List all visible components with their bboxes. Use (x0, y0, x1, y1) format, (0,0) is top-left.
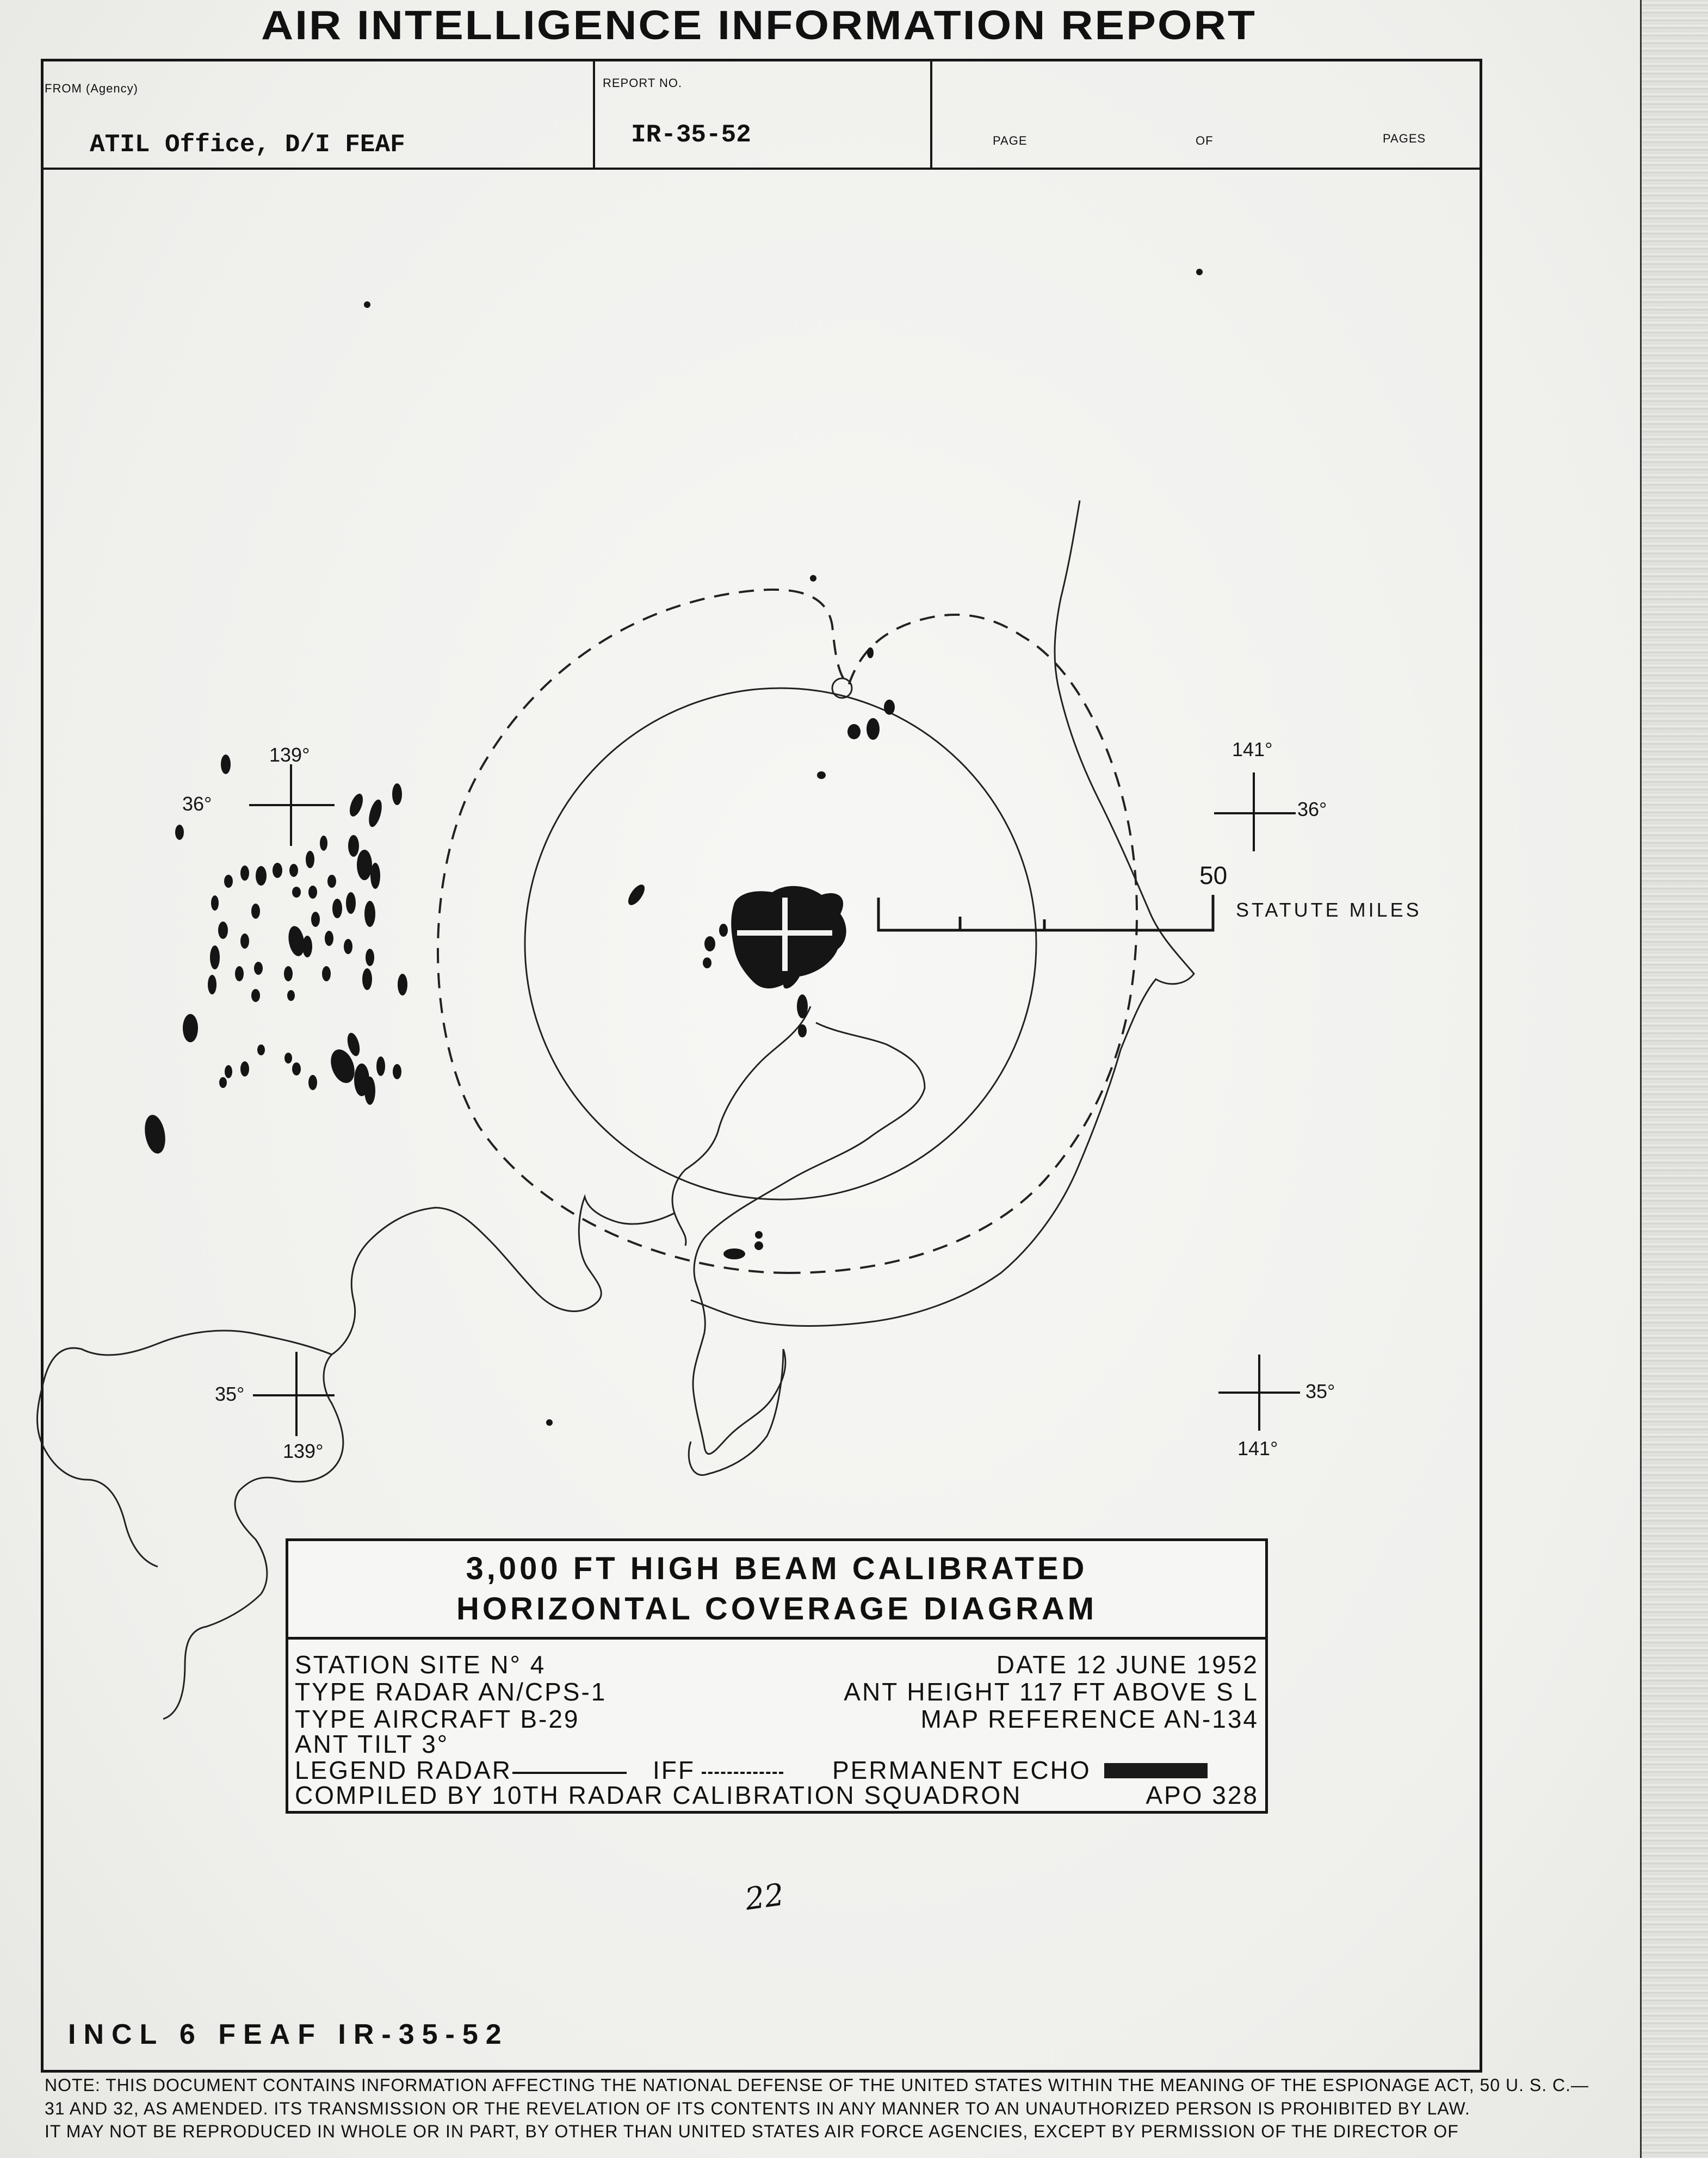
scale-bar (878, 895, 1213, 930)
footer-note-line1: NOTE: THIS DOCUMENT CONTAINS INFORMATION AFFECTING THE NATIONAL DEFENSE OF THE UNITED STATES WITHIN THE MEANING OF THE ESPIONAGE ACT, 50 U. S. C.— (45, 2075, 1589, 2095)
legend-iff-label: IFF (653, 1756, 695, 1784)
station-site: STATION SITE N° 4 (295, 1650, 546, 1679)
footer-note-line2: 31 AND 32, AS AMENDED. ITS TRANSMISSION OR THE REVELATION OF ITS CONTENTS IN ANY MANNER TO AN UNAUTHORIZED PERSON IS PROHIBITED BY LAW. (45, 2099, 1470, 2118)
legend-echo-label: PERMANENT ECHO (832, 1756, 1091, 1784)
handwritten-page-number: 22 (742, 1877, 787, 1918)
from-label: FROM (Agency) (45, 82, 138, 95)
lat-label-36-west: 36° (182, 793, 212, 815)
pages-label: PAGES (1383, 132, 1426, 145)
scale-unit: STATUTE MILES (1236, 899, 1422, 921)
echo-blob (704, 936, 715, 951)
echo-blob (625, 882, 648, 908)
echo-blob (754, 1241, 763, 1250)
echo-blob (817, 771, 826, 779)
western-echo-group (142, 269, 1203, 1426)
ant-tilt: ANT TILT 3° (295, 1730, 449, 1758)
page-label: PAGE (993, 134, 1028, 147)
map-reference: MAP REFERENCE AN-134 (920, 1705, 1259, 1733)
lat-label-35-west: 35° (215, 1383, 245, 1405)
legend-echo-swatch (1104, 1763, 1208, 1778)
type-aircraft: TYPE AIRCRAFT B-29 (295, 1705, 580, 1733)
type-radar: TYPE RADAR AN/CPS-1 (295, 1678, 607, 1706)
legend-title (288, 1541, 1265, 1640)
permanent-echo-group (625, 575, 895, 1259)
lat-label-36-east: 36° (1297, 798, 1327, 820)
apo-number: APO 328 (1146, 1781, 1259, 1809)
report-date: DATE 12 JUNE 1952 (996, 1650, 1259, 1679)
echo-blob (847, 724, 861, 739)
echo-blob (797, 994, 808, 1018)
inclosure-reference: INCL 6 FEAF IR-35-52 (68, 2019, 509, 2050)
report-title: AIR INTELLIGENCE INFORMATION REPORT (261, 2, 1257, 48)
lon-label-141-north: 141° (1232, 738, 1273, 760)
of-label: OF (1196, 134, 1214, 147)
echo-blob (755, 1231, 763, 1239)
report-no-label: REPORT NO. (603, 76, 683, 90)
report-no-value: IR-35-52 (631, 121, 751, 149)
echo-blob (719, 924, 728, 937)
echo-blob (723, 1248, 745, 1259)
echo-blob (884, 700, 895, 715)
lon-label-141-south: 141° (1237, 1437, 1278, 1460)
ant-height: ANT HEIGHT 117 FT ABOVE S L (844, 1678, 1259, 1706)
legend-radar-line (512, 1772, 627, 1774)
from-value: ATIL Office, D/I FEAF (90, 131, 405, 159)
echo-blob (703, 957, 711, 968)
legend-title-line1: 3,000 FT HIGH BEAM CALIBRATED (466, 1551, 1088, 1586)
footer-note-line3: IT MAY NOT BE REPRODUCED IN WHOLE OR IN PART, BY OTHER THAN UNITED STATES AIR FORCE AGENCIES, EXCEPT BY PERMISSION OF THE DIRECTOR OF (45, 2122, 1459, 2141)
echo-blob (867, 647, 874, 658)
scale-value: 50 (1199, 861, 1228, 889)
compiled-by: COMPILED BY 10TH RADAR CALIBRATION SQUADRON (295, 1781, 1022, 1809)
lat-label-35-east: 35° (1305, 1380, 1335, 1402)
lon-label-139-north: 139° (269, 744, 310, 766)
echo-blob (810, 575, 816, 582)
graticule-crosses (249, 764, 1300, 1436)
permanent-echo-main (731, 886, 846, 988)
legend-title-line2: HORIZONTAL COVERAGE DIAGRAM (456, 1591, 1098, 1627)
legend-box (286, 1538, 1268, 1814)
legend-iff-line (702, 1772, 783, 1774)
lon-label-139-south: 139° (283, 1440, 324, 1462)
echo-blob (867, 718, 880, 740)
coastline-bay (672, 1006, 925, 1454)
echo-blob (798, 1024, 807, 1037)
legend-radar-label: LEGEND RADAR (295, 1756, 512, 1784)
